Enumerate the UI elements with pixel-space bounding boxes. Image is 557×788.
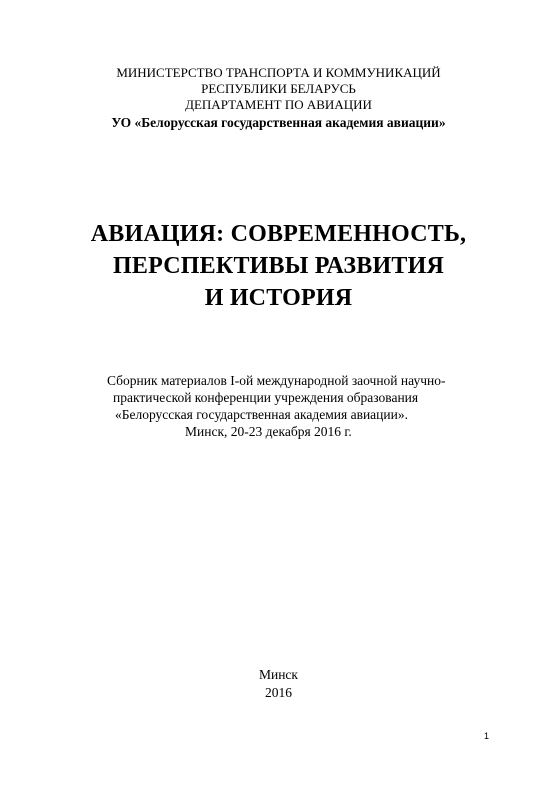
header-institution: УО «Белорусская государственная академия авиации» [111, 115, 446, 130]
page-number: 1 [484, 731, 490, 741]
title-line-3: И ИСТОРИЯ [204, 285, 353, 311]
subtitle-line-3: «Белорусская государственная академия авиации». [115, 407, 408, 422]
title-line-2: ПЕРСПЕКТИВЫ РАЗВИТИЯ [113, 253, 444, 279]
subtitle-line-2: практической конференции учреждения образования [113, 390, 419, 405]
subtitle-line-4: Минск, 20-23 декабря 2016 г. [185, 424, 352, 439]
publication-footer [0, 666, 557, 702]
footer-year: 2016 [265, 685, 292, 700]
header-line-ministry: МИНИСТЕРСТВО ТРАНСПОРТА И КОММУНИКАЦИЙ [116, 65, 441, 80]
footer-city: Минск [258, 667, 298, 682]
header-line-republic: РЕСПУБЛИКИ БЕЛАРУСЬ [201, 81, 356, 96]
header-line-department: ДЕПАРТАМЕНТ ПО АВИАЦИИ [185, 97, 372, 112]
ministry-header [0, 65, 557, 131]
subtitle-line-1: Сборник материалов I-ой международной заочной научно- [107, 373, 446, 388]
title-line-1: АВИАЦИЯ: СОВРЕМЕННОСТЬ, [90, 221, 467, 247]
document-title [0, 218, 557, 314]
